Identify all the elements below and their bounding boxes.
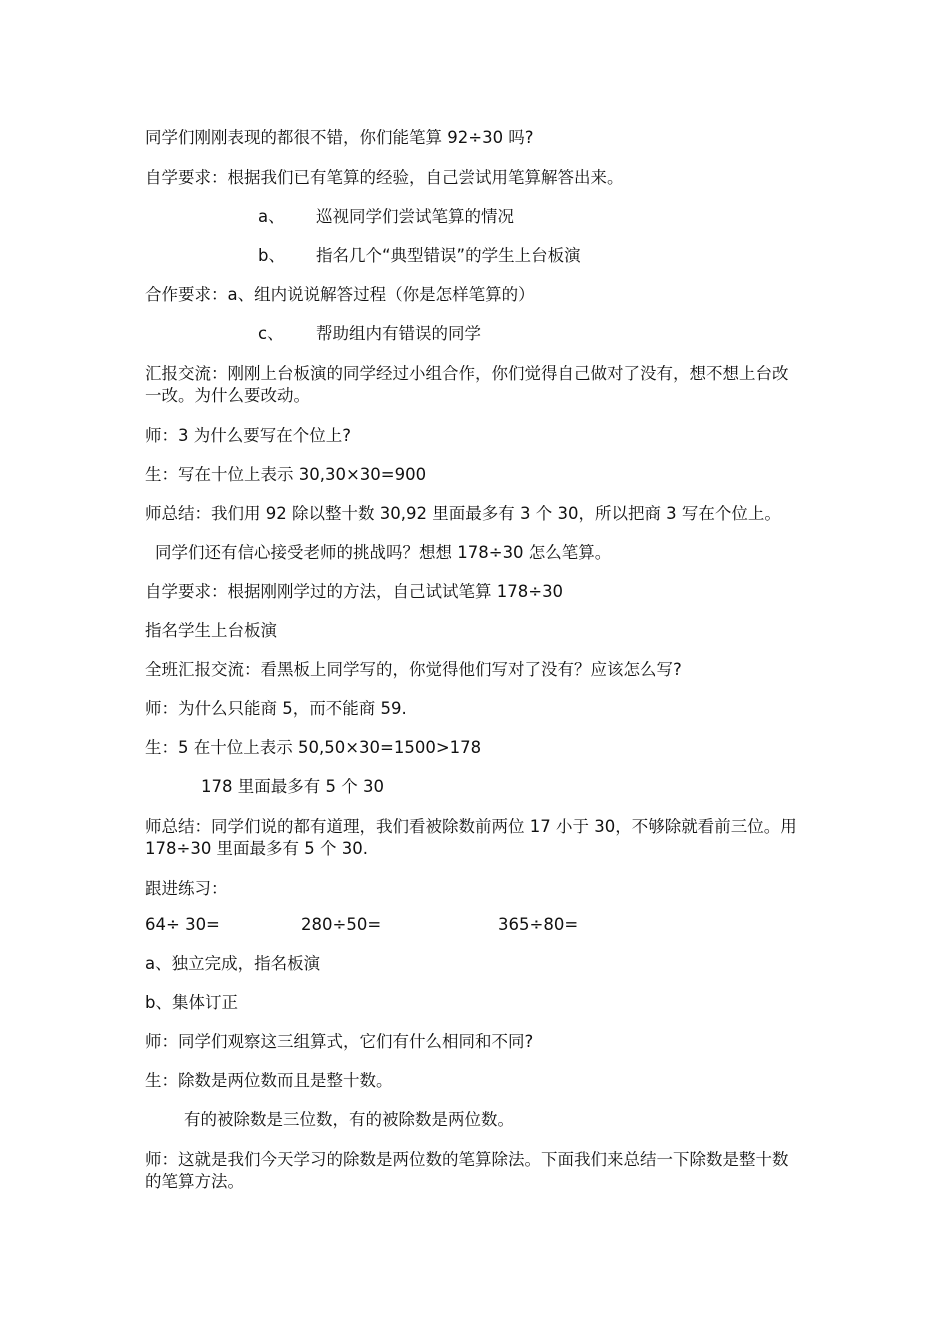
list-item-a [258,206,514,228]
text-line-10: 指名学生上台板演 [145,621,277,640]
text-line-18: b、集体订正 [145,993,238,1012]
exercise-2: 280÷50= [301,915,382,934]
text-line-9: 自学要求：根据刚刚学过的方法，自己试试笔算 178÷30 [145,582,564,601]
text-line-1: 同学们刚刚表现的都很不错，你们能笔算 92÷30 吗? [145,128,534,147]
text-line-20: 生：除数是两位数而且是整十数。 [145,1071,393,1090]
exercise-3: 365÷80= [498,915,579,934]
text-line-15: 师总结：同学们说的都有道理，我们看被除数前两位 17 小于 30，不够除就看前三位。用 178÷30 里面最多有 5 个 30. [145,817,797,858]
text-line-16: 跟进练习： [145,879,228,898]
list-text: 巡视同学们尝试笔算的情况 [316,207,514,226]
text-line-14: 178 里面最多有 5 个 30 [201,777,384,796]
text-line-6: 生：写在十位上表示 30,30×30=900 [145,465,427,484]
list-item-c [258,323,481,345]
text-line-19: 师：同学们观察这三组算式，它们有什么相同和不同? [145,1032,534,1051]
text-line-12: 师：为什么只能商 5，而不能商 59. [145,699,407,718]
text-line-3: 合作要求：a、组内说说解答过程（你是怎样笔算的） [145,285,535,304]
text-line-5: 师：3 为什么要写在个位上? [145,426,352,445]
text-line-8: 同学们还有信心接受老师的挑战吗？想想 178÷30 怎么笔算。 [155,543,612,562]
list-marker: a、 [258,207,285,226]
text-line-22: 师：这就是我们今天学习的除数是两位数的笔算除法。下面我们来总结一下除数是整十数的笔算方法。 [145,1150,789,1191]
text-line-7: 师总结：我们用 92 除以整十数 30,92 里面最多有 3 个 30，所以把商 3 写在个位上。 [145,504,781,523]
text-line-11: 全班汇报交流：看黑板上同学写的，你觉得他们写对了没有？应该怎么写? [145,660,682,679]
text-line-2: 自学要求：根据我们已有笔算的经验，自己尝试用笔算解答出来。 [145,168,624,187]
list-item-b [258,245,581,267]
text-line-4: 汇报交流：刚刚上台板演的同学经过小组合作，你们觉得自己做对了没有，想不想上台改一改。为什么要改动。 [145,364,789,405]
text-line-21: 有的被除数是三位数，有的被除数是两位数。 [184,1110,514,1129]
list-marker: c、 [258,324,284,343]
list-text: 指名几个“典型错误”的学生上台板演 [316,246,581,265]
text-line-17: a、独立完成，指名板演 [145,954,321,973]
text-line-13: 生：5 在十位上表示 50,50×30=1500>178 [145,738,482,757]
list-marker: b、 [258,246,285,265]
list-text: 帮助组内有错误的同学 [316,324,481,343]
exercise-1: 64÷ 30= [145,915,220,934]
